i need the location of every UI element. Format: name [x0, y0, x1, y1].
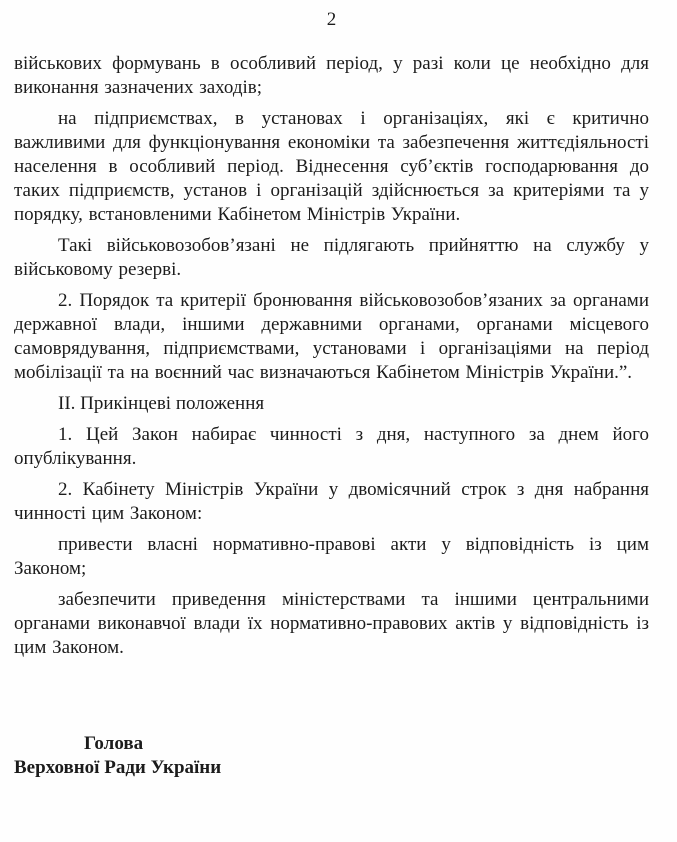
section-heading-final-provisions: ІІ. Прикінцеві положення — [58, 393, 265, 414]
page-number: 2 — [326, 9, 337, 30]
paragraph-bring-own-acts: привести власні нормативно-правові акти у відповідність із цим Законом; — [14, 534, 649, 579]
paragraph-entry-into-force: 1. Цей Закон набирає чинності з дня, наступного за днем його опублікування. — [14, 424, 649, 469]
paragraph-enterprises: на підприємствах, в установах і організаціях, які є критично важливими для функціонування економіки та забезпечення життєдіяльності населення в особливий період. Віднесення суб’єктів господарювання до таких підприємств, установ і організацій здійснюється за критеріями та у порядку, встановленими Кабінетом Міністрів України. — [14, 108, 649, 225]
paragraph-reservists: Такі військовозобов’язані не підлягають прийняттю на службу у військовому резерві. — [14, 235, 649, 280]
signature-title-chairman: Голова — [84, 733, 144, 754]
paragraph-item-2-reservation-procedure: 2. Порядок та критерії бронювання військовозобов’язаних за органами державної влади, іншими державними органами, органами місцевого самоврядування, підприємствами, установами і організаціями на період мобілізації та на воєнний час визначаються Кабінетом Міністрів України.”. — [14, 290, 649, 383]
paragraph-continuation: військових формувань в особливий період, у разі коли це необхідно для виконання зазначених заходів; — [14, 53, 649, 98]
signature-block — [14, 732, 649, 780]
paragraph-cabinet-two-month-term: 2. Кабінету Міністрів України у двомісячний строк з дня набрання чинності цим Законом: — [14, 479, 649, 524]
signature-title-verkhovna-rada: Верховної Ради України — [14, 757, 222, 778]
paragraph-ensure-ministries-acts: забезпечити приведення міністерствами та іншими центральними органами виконавчої влади їх нормативно-правових актів у відповідність із цим Законом. — [14, 589, 649, 658]
